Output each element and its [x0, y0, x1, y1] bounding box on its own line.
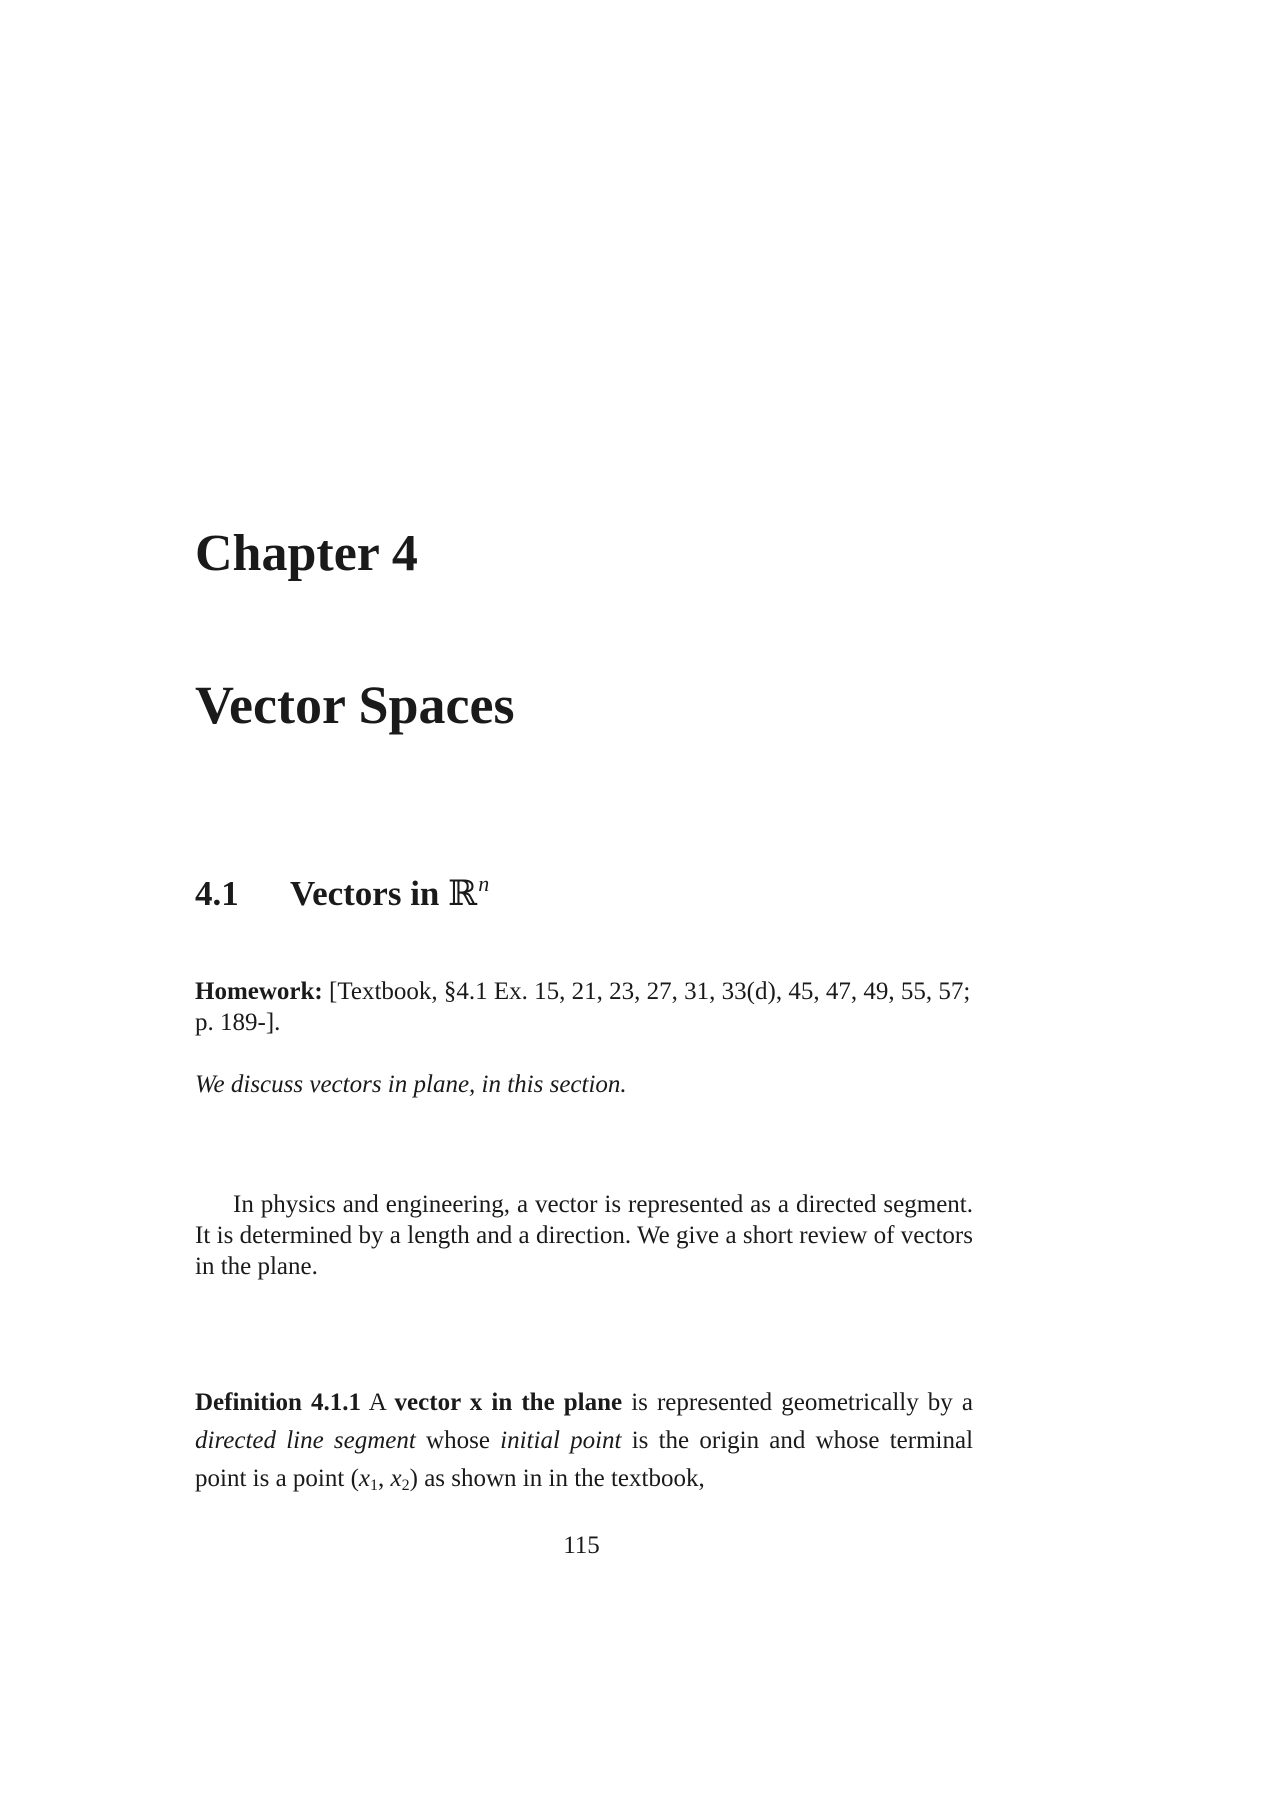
- definition-text-2: is represented geometrically by a: [631, 1389, 973, 1416]
- point-expression: ($x_1$, $x_2$): [350, 1465, 418, 1494]
- section-number: 4.1: [195, 874, 239, 913]
- real-numbers-symbol: ℝ: [448, 874, 478, 913]
- page-number: 115: [563, 1532, 600, 1559]
- definition-label: Definition 4.1.1: [195, 1389, 362, 1416]
- definition-text-4: is the origin and whose terminal point is a point: [195, 1427, 974, 1492]
- chapter-title: Vector Spaces: [195, 675, 515, 735]
- definition-text-1: A: [368, 1389, 386, 1416]
- dimension-superscript: n: [478, 871, 490, 896]
- homework-label: Homework:: [195, 978, 323, 1005]
- physics-paragraph: In physics and engineering, a vector is represented as a directed segment. It is determined by a length and a direction. We give a short review of vectors in the plane.: [195, 1191, 973, 1280]
- definition-text-5: as shown in in the textbook,: [424, 1465, 705, 1492]
- definition-text-3: whose: [426, 1427, 490, 1454]
- homework-paragraph: [195, 976, 973, 1038]
- chapter-label: Chapter 4: [195, 525, 418, 582]
- section-title: Vectors in: [290, 874, 449, 913]
- definition-emphasis-2: initial point: [500, 1427, 622, 1454]
- definition-term: vector x in the plane: [394, 1389, 623, 1416]
- intro-sentence: We discuss vectors in plane, in this section.: [195, 1071, 627, 1098]
- homework-text: [Textbook, §4.1 Ex. 15, 21, 23, 27, 31, 33(d), 45, 47, 49, 55, 57; p. 189-].: [195, 978, 971, 1036]
- section-heading: [195, 872, 489, 914]
- definition-paragraph: [195, 1384, 973, 1505]
- definition-emphasis-1: directed line segment: [195, 1427, 416, 1454]
